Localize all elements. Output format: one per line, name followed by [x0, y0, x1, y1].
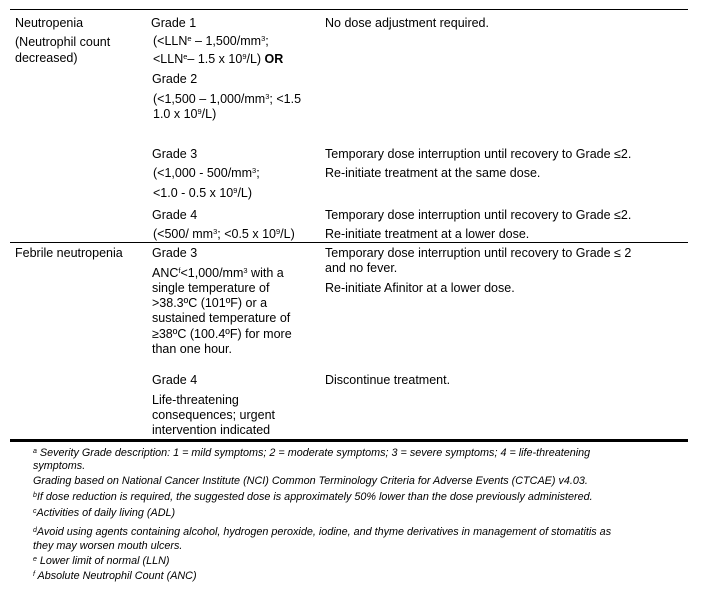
footnote-d-continued: they may worsen mouth ulcers. [33, 540, 183, 552]
footnote-e: $^e$ Lower limit of normal (LLN) [33, 555, 170, 567]
grade2-title: Grade 2 [152, 72, 198, 86]
grade1-range-line1: ($<LLN^e - 1,500/mm^3$; [153, 34, 269, 48]
footnote-b: $^b$If dose reduction is required, the suggested dose is approximately 50% lower than the dose previously administered. [33, 491, 593, 503]
grade2-range-line1: ($<1,500 - 1,000/mm^3$; <1.5 [153, 92, 302, 106]
febrile-grade3-desc-line1: $ANC^f<1,000/mm^3$ with a [152, 266, 284, 280]
row-label-neutropenia-line2: (Neutrophil count [15, 35, 111, 49]
grade3-action-line2: Re-initiate treatment at the same dose. [325, 166, 541, 180]
grade3-title: Grade 3 [152, 147, 198, 161]
row-label-febrile-neutropenia: Febrile neutropenia [15, 246, 123, 260]
row-label-neutropenia-line3: decreased) [15, 51, 78, 65]
grade4-action-line1: Temporary dose interruption until recovery to Grade ≤2. [325, 208, 632, 222]
grade3-range-line1: ($<1,000 - 500/mm^3$; [153, 166, 260, 180]
febrile-grade4-action: Discontinue treatment. [325, 373, 451, 387]
bottom-rule [10, 439, 688, 442]
febrile-grade3-action-line2: Re-initiate Afinitor at a lower dose. [325, 281, 515, 295]
febrile-grade3-title: Grade 3 [152, 246, 198, 260]
grade3-action-line1: Temporary dose interruption until recovery to Grade ≤2. [325, 147, 632, 161]
row-label-neutropenia: Neutropenia [15, 16, 84, 30]
grade2-range-line2: 1.0 x $10^9/L$) [153, 107, 217, 121]
grade1-range-line2: $<LLN^e-$ 1.5 x $10^9/L$) OR [153, 52, 284, 66]
febrile-grade3-desc-line4: sustained temperature of [152, 311, 291, 325]
top-rule [10, 9, 688, 10]
footnote-a-continued: symptoms. [33, 460, 86, 472]
grade4-title: Grade 4 [152, 208, 198, 222]
febrile-grade3-action-line1b: and no fever. [325, 261, 398, 275]
footnote-d: $^d$Avoid using agents containing alcohol, hydrogen peroxide, iodine, and thyme derivatives in management of stomatitis as [33, 526, 612, 538]
febrile-grade3-desc-line3: >38.3ºC (101ºF) or a [152, 296, 268, 310]
febrile-grade4-title: Grade 4 [152, 373, 198, 387]
febrile-grade4-desc-line2: consequences; urgent [152, 408, 276, 422]
footnote-grading: Grading based on National Cancer Institute (NCI) Common Terminology Criteria for Adverse Events (CTCAE) v4.03. [33, 475, 588, 487]
grade4-action-line2: Re-initiate treatment at a lower dose. [325, 227, 530, 241]
febrile-grade3-action-line1: Temporary dose interruption until recovery to Grade ≤ 2 [325, 246, 632, 260]
footnote-a: $^a$ Severity Grade description: 1 = mild symptoms; 2 = moderate symptoms; 3 = severe symptoms; 4 = life-threatening [33, 447, 591, 459]
footnote-c: $^c$Activities of daily living (ADL) [33, 507, 176, 519]
febrile-grade4-desc-line3: intervention indicated [152, 423, 271, 437]
row-divider [10, 242, 688, 243]
footnote-f: $^f$ Absolute Neutrophil Count (ANC) [33, 570, 197, 582]
febrile-grade3-desc-line5: ≥38ºC (100.4ºF) for more [152, 327, 292, 341]
febrile-grade3-desc-line2: single temperature of [152, 281, 270, 295]
febrile-grade4-desc-line1: Life-threatening [152, 393, 239, 407]
grade4-range: (<500/ $mm^3$; <0.5 x $10^9/L$) [153, 227, 295, 241]
febrile-grade3-desc-line6: than one hour. [152, 342, 232, 356]
grade1-action: No dose adjustment required. [325, 16, 489, 30]
grade3-range-line2: <1.0 - 0.5 x $10^9/L$) [153, 186, 253, 200]
grade1-title: Grade 1 [151, 16, 197, 30]
